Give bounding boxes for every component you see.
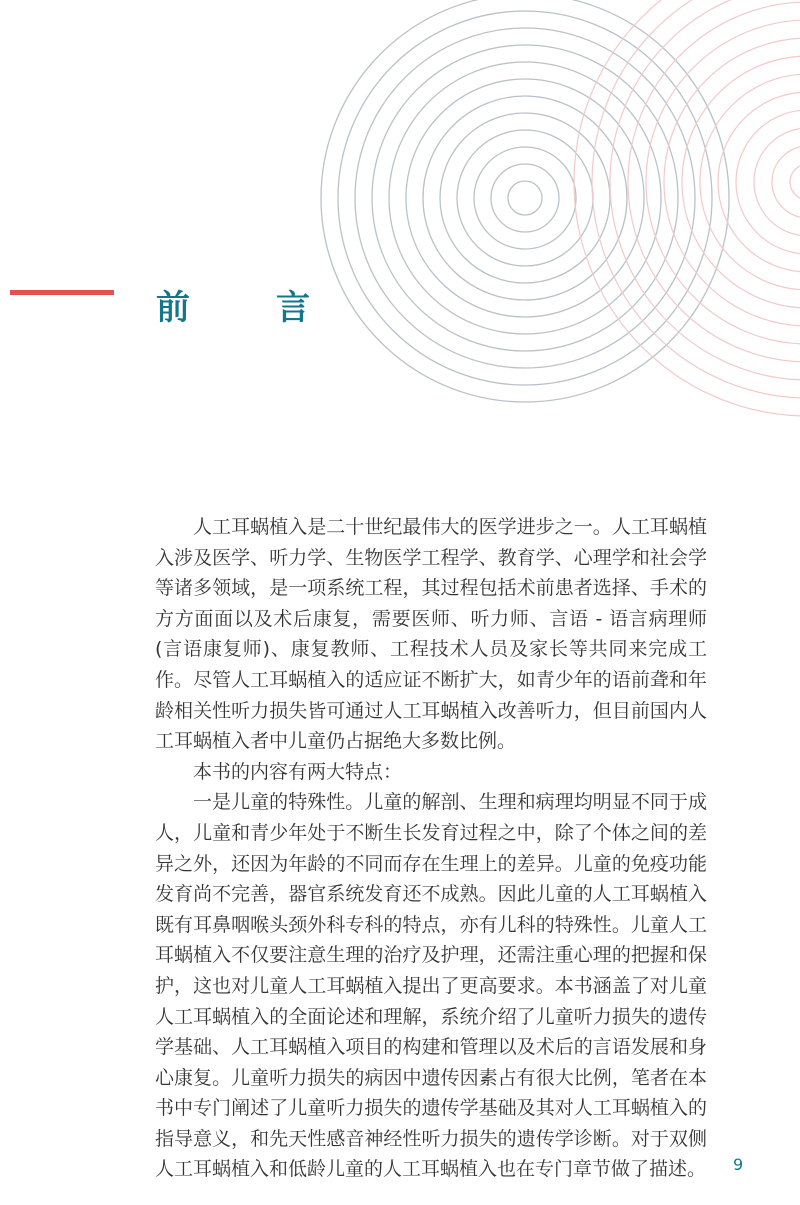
teal-ring-12 <box>321 0 729 402</box>
pink-concentric-rings <box>574 0 800 416</box>
paragraph-features-heading: 本书的内容有两大特点： <box>193 760 403 783</box>
pink-ring-2 <box>772 146 800 218</box>
pink-ring-6 <box>700 74 800 290</box>
pink-ring-13 <box>574 0 800 416</box>
teal-ring-2 <box>491 164 559 232</box>
teal-ring-6 <box>423 96 627 300</box>
teal-ring-4 <box>457 130 593 266</box>
page-title: 前 言 <box>156 288 336 328</box>
teal-ring-7 <box>406 79 644 317</box>
body-text <box>155 512 707 1185</box>
paragraph-children-specificity: 一是儿童的特殊性。儿童的解剖、生理和病理均明显不同于成人，儿童和青少年处于不断生长发育过程之中，除了个体之间的差异之外，还因为年龄的不同而存在生理上的差异。儿童的免疫功能发育尚不完善，器官系统发育还不成熟。因此儿童的人工耳蜗植入既有耳鼻咽喉头颈外科专科的特点，亦有儿科的特殊性。儿童人工耳蜗植入不仅要注意生理的治疗及护理，还需注重心理的把握和保护，这也对儿童人工耳蜗植入提出了更高要求。本书涵盖了对儿童人工耳蜗植入的全面论述和理解，系统介绍了儿童听力损失的遗传学基础、人工耳蜗植入项目的构建和管理以及术后的言语发展和身心康复。儿童听力损失的病因中遗传因素占有很大比例，笔者在本书中专门阐述了儿童听力损失的遗传学基础及其对人工耳蜗植入的指导意义，和先天性感音神经性听力损失的遗传学诊断。对于双侧人工耳蜗植入和低龄儿童的人工耳蜗植入也在专门章节做了描述。 <box>155 791 707 1181</box>
paragraph-intro: 人工耳蜗植入是二十世纪最伟大的医学进步之一。人工耳蜗植入涉及医学、听力学、生物医学工程学、教育学、心理学和社会学等诸多领域，是一项系统工程，其过程包括术前患者选择、手术的方方面面以及术后康复，需要医师、听力师、言语 - 语言病理师(言语康复师)、康复教师、工程技术人员及家长等共同来完成工作。尽管人工耳蜗植入的适应证不断扩大，如青少年的语前聋和年龄相关性听力损失皆可通过人工耳蜗植入改善听力，但目前国内人工耳蜗植入者中儿童仍占据绝大多数比例。 <box>155 516 707 753</box>
pink-ring-3 <box>754 128 800 236</box>
teal-ring-3 <box>474 147 576 249</box>
teal-ring-5 <box>440 113 610 283</box>
pink-ring-5 <box>718 92 800 272</box>
teal-ring-1 <box>508 181 542 215</box>
accent-bar <box>10 290 114 295</box>
pink-ring-9 <box>646 20 800 344</box>
teal-ring-11 <box>338 11 712 385</box>
pink-ring-1 <box>790 164 800 200</box>
teal-concentric-rings <box>321 0 729 402</box>
teal-ring-8 <box>389 62 661 334</box>
page-number: 9 <box>733 1155 744 1174</box>
